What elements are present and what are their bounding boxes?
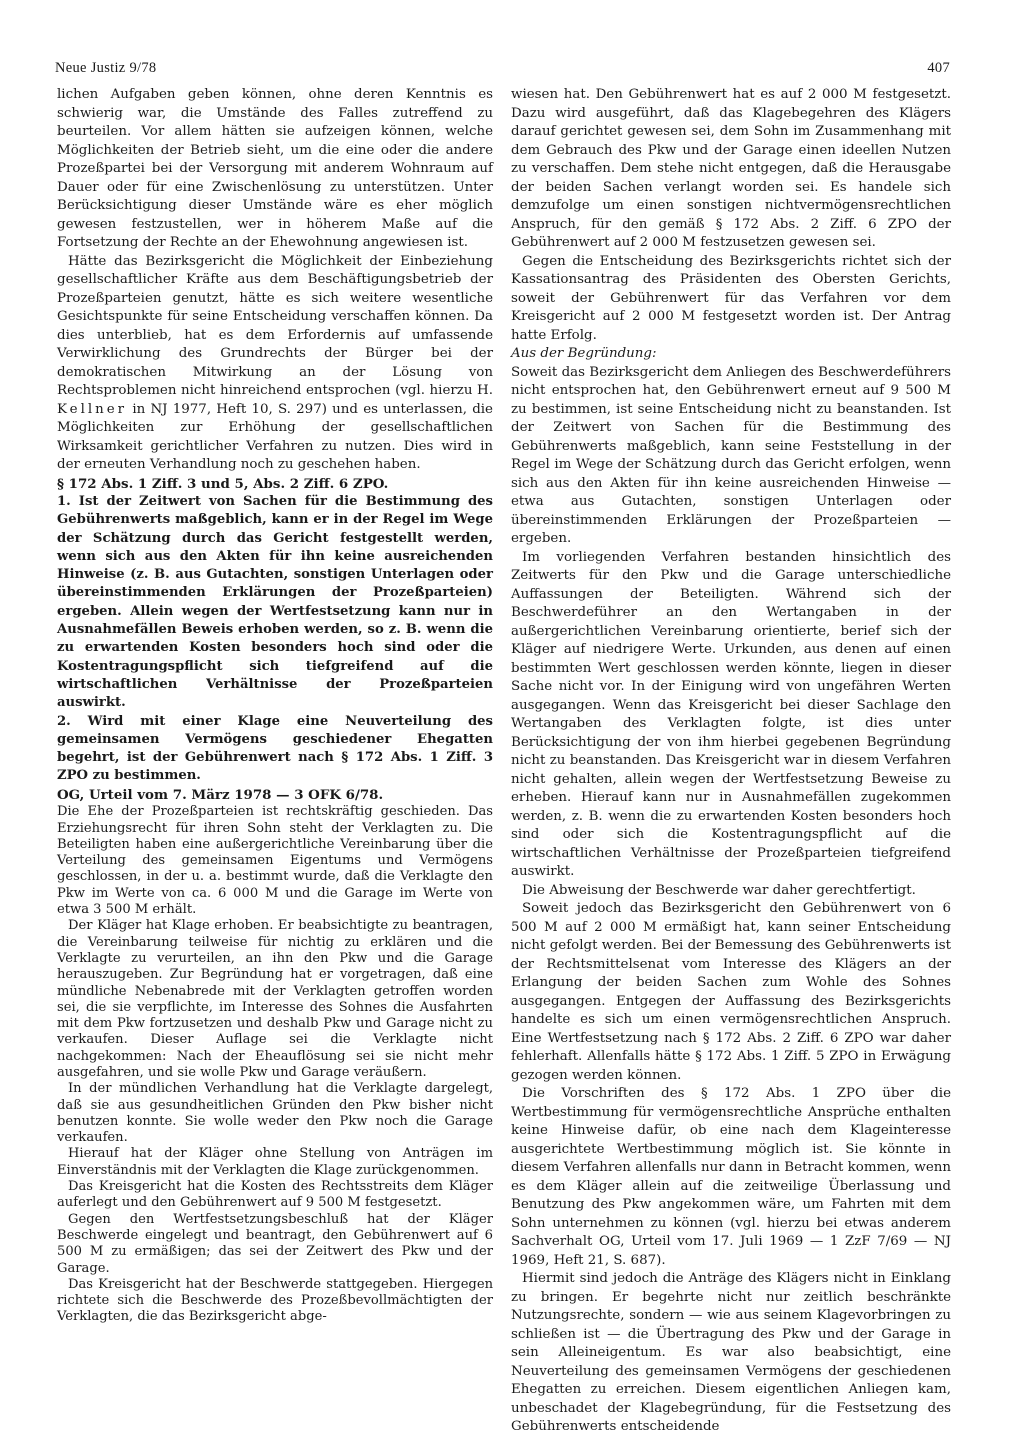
court-decision-line: OG, Urteil vom 7. März 1978 — 3 OFK 6/78.: [57, 786, 384, 803]
paragraph: Das Kreisgericht hat die Kosten des Rechtsstreits dem Kläger auferlegt und den Gebührenwert auf 9 500 M festgesetzt.: [57, 1179, 493, 1211]
page-header: [55, 60, 950, 80]
case-facts: [57, 804, 493, 1326]
paragraph: Der Kläger hat Klage erhoben. Er beabsichtigte zu beantragen, die Vereinbarung teilweise für nichtig zu erklären und die Verklagte zu verurteilen, an ihn den Pkw und die Garage herauszugeben. Zur Begründung hat er vorgetragen, daß eine mündliche Nebenabrede mit der Verklagten getroffen worden sei, die sie verpflichte, im Interesse des Sohnes die Ausfahrten mit dem Pkw fortzusetzen und deshalb Pkw und Garage nicht zu verkaufen. Dieser Auflage sei die Verklagte nicht nachgekommen: Nach der Eheauflösung sei sie nicht mehr ausgefahren, und sie wolle Pkw und Garage veräußern.: [57, 918, 493, 1080]
left-column: [57, 86, 493, 1326]
journal-issue: Neue Justiz 9/78: [55, 60, 157, 76]
paragraph: Die Vorschriften des § 172 Abs. 1 ZPO über die Wertbestimmung für vermögensrechtliche Ansprüche enthalten keine Hinweise dafür, ob eine nach dem Klageinteresse ausgerichtete Wertbestimmung möglich ist. Sie könnte in diesem Verfahren allenfalls nur dann in Betracht kommen, wenn es dem Kläger allein auf die zeitweilige Überlassung und Benutzung des Pkw angekommen wäre, um Fahrten mit dem Sohn unternehmen zu können (vgl. hierzu bei etwas anderem Sachverhalt OG, Urteil vom 17. Juli 1969 — 1 ZzF 7/69 — NJ 1969, Heft 21, S. 687).: [511, 1086, 951, 1268]
paragraph: lichen Aufgaben geben können, ohne deren Kenntnis es schwierig war, die Umstände des Falles zutreffend zu beurteilen. Vor allem hätten sie aufzeigen können, welche Möglichkeiten der Betrieb sieht, um die eine oder die andere Prozeßpartei bei der Versorgung mit anderem Wohnraum auf Dauer oder für eine Zwischenlösung zu unterstützen. Unter Berücksichtigung dieser Umstände wäre es eher möglich gewesen festzustellen, wer in höherem Maße auf die Fortsetzung der Rechte an der Ehewohnung angewiesen ist.: [57, 87, 493, 250]
paragraph: Soweit das Bezirksgericht dem Anliegen des Beschwerdeführers nicht entsprochen hat, den Gebührenwert erneut auf 9 500 M zu bestimmen, ist seine Entscheidung nicht zu beanstanden. Ist der Zeitwert von Sachen für die Bestimmung des Gebührenwerts maßgeblich, kann seine Feststellung in der Regel im Wege der Schätzung durch das Gericht erfolgen, wenn sich aus den Akten für ihn keine ausreichenden Hinweise — etwa aus Gutachten, sonstigen Unterlagen oder übereinstimmenden Erklärungen der Prozeßparteien — ergeben.: [511, 364, 951, 546]
paragraph: Die Abweisung der Beschwerde war daher gerechtfertigt.: [522, 882, 916, 898]
author-name: Kellner: [57, 401, 128, 417]
page-number: 407: [927, 60, 950, 76]
paragraph: Hätte das Bezirksgericht die Möglichkeit der Einbeziehung gesellschaftlicher Kräfte aus dem Beschäftigungsbetrieb der Prozeßparteien genutzt, hätte es sich weitere wesentliche Gesichtspunkte für seine Entscheidung verschaffen können. Da dies unterblieb, hat es dem Erfordernis auf umfassende Verwirklichung des Grundrechts der Bürger bei der demokratischen Mitwirkung an der Lösung von Rechtsproblemen nicht hinreichend entsprochen (vgl. hierzu H. Kellner in NJ 1977, Heft 10, S. 297) und es unterlassen, die Möglichkeiten zur Erhöhung der gesellschaftlichen Wirksamkeit gerichtlicher Verfahren zu nutzen. Dies wird in der erneuten Verhandlung noch zu geschehen haben.: [57, 253, 493, 472]
paragraph: Soweit jedoch das Bezirksgericht den Gebührenwert von 6 500 M auf 2 000 M ermäßigt hat, kann seiner Entscheidung nicht gefolgt werden. Bei der Bemessung des Gebührenwerts ist der Rechtsmittelsenat vom Interesse des Klägers an der Erlangung der beiden Sachen zum Wohle des Sohnes ausgegangen. Entgegen der Auffassung des Bezirksgerichts handelte es sich um einen vermögensrechtlichen Anspruch. Eine Wertfestsetzung nach § 172 Abs. 2 Ziff. 6 ZPO war daher fehlerhaft. Allenfalls hätte § 172 Abs. 1 Ziff. 5 ZPO in Erwägung gezogen werden können.: [511, 901, 951, 1083]
section-heading: Aus der Begründung:: [511, 346, 657, 361]
headnote-1: 1. Ist der Zeitwert von Sachen für die Bestimmung des Gebührenwerts maßgeblich, kann er in der Regel im Wege der Schätzung durch das Gericht festgestellt werden, wenn sich aus den Akten für ihn keine ausreichenden Hinweise (z. B. aus Gutachten, sonstigen Unterlagen oder übereinstimmenden Erklärungen der Prozeßparteien) ergeben. Allein wegen der Wertfestsetzung kann nur in Ausnahmefällen Beweis erhoben werden, so z. B. wenn die zu erwartenden Kosten besonders hoch sind oder die Kostentragungspflicht sich tiefgreifend auf die wirtschaftlichen Verhältnisse der Prozeßparteien auswirkt.: [57, 494, 493, 711]
paragraph: Hierauf hat der Kläger ohne Stellung von Anträgen im Einverständnis mit der Verklagten die Klage zurückgenommen.: [57, 1146, 493, 1178]
paragraph: Gegen die Entscheidung des Bezirksgerichts richtet sich der Kassationsantrag des Präsidenten des Obersten Gerichts, soweit der Gebührenwert für das Verfahren vor dem Kreisgericht auf 2 000 M festgesetzt worden ist. Der Antrag hatte Erfolg.: [511, 253, 951, 343]
paragraph: Im vorliegenden Verfahren bestanden hinsichtlich des Zeitwerts für den Pkw und die Garage unterschiedliche Auffassungen der Beteiligten. Während sich der Beschwerdeführer an den Wertangaben in der außergerichtlichen Vereinbarung orientierte, berief sich der Kläger auf niedrigere Werte. Urkunden, aus denen auf einen bestimmten Wert geschlossen werden könnte, liegen in dieser Sache nicht vor. In der Einigung wird von ungefähren Werten ausgegangen. Wenn das Kreisgericht bei dieser Sachlage den Wertangaben des Verklagten folgte, ist dies unter Berücksichtigung der von ihm hierbei gegebenen Begründung nicht zu beanstanden. Das Kreisgericht war in diesem Verfahren nicht gehalten, allein wegen der Wertfestsetzung Beweise zu erheben. Hierauf kann nur in Ausnahmefällen zugekommen werden, z. B. wenn die zu erwartenden Kosten besonders hoch sind oder sich die Kostentragungspflicht auf die wirtschaftlichen Verhältnisse der Prozeßparteien tiefgreifend auswirkt.: [511, 549, 951, 879]
paragraph: Hiermit sind jedoch die Anträge des Klägers nicht in Einklang zu bringen. Er begehrte nicht nur zeitlich beschränkte Nutzungsrechte, sondern — wie aus seinem Klagevorbringen zu schließen ist — die Übertragung des Pkw und der Garage in sein Alleineigentum. Es war also beabsichtigt, eine Neuverteilung des gemeinsamen Vermögens der geschiedenen Ehegatten zu erreichen. Diesem eigentlichen Anliegen kam, unbeschadet der Klagebegründung, für die Festsetzung des Gebührenwerts entscheidende: [511, 1271, 951, 1434]
statute-reference: § 172 Abs. 1 Ziff. 3 und 5, Abs. 2 Ziff. 6 ZPO.: [57, 475, 389, 492]
paragraph: Das Kreisgericht hat der Beschwerde stattgegeben. Hiergegen richtete sich die Beschwerde des Prozeßbevollmächtigten der Verklagten, die das Bezirksgericht abge-: [57, 1276, 493, 1325]
right-column: [511, 86, 951, 1437]
paragraph: Gegen den Wertfestsetzungsbeschluß hat der Kläger Beschwerde eingelegt und beantragt, den Gebührenwert auf 6 500 M zu ermäßigen; das sei der Zeitwert des Pkw und der Garage.: [57, 1211, 493, 1276]
paragraph: In der mündlichen Verhandlung hat die Verklagte dargelegt, daß sie aus gesundheitlichen Gründen den Pkw bisher nicht benutzen konnte. Sie wolle weder den Pkw noch die Garage verkaufen.: [57, 1081, 493, 1146]
paragraph: Die Ehe der Prozeßparteien ist rechtskräftig geschieden. Das Erziehungsrecht für ihren Sohn steht der Verklagten zu. Die Beteiligten haben eine außergerichtliche Vereinbarung über die Verteilung des gemeinsamen Eigentums und Vermögens geschlossen, in der u. a. bestimmt wurde, daß die Verklagte den Pkw im Werte von ca. 6 000 M und die Garage im Werte von etwa 3 500 M erhält.: [57, 804, 493, 918]
paragraph: wiesen hat. Den Gebührenwert hat es auf 2 000 M festgesetzt. Dazu wird ausgeführt, daß das Klagebegehren des Klägers darauf gerichtet gewesen sei, dem Sohn im Zusammenhang mit dem Gebrauch des Pkw und der Garage einen ideellen Nutzen zu verschaffen. Dem stehe nicht entgegen, daß die Herausgabe der beiden Sachen verlangt worden sei. Es handele sich demzufolge um einen sonstigen nichtvermögensrechtlichen Anspruch, für den gemäß § 172 Abs. 2 Ziff. 6 ZPO der Gebührenwert auf 2 000 M festzusetzen gewesen sei.: [511, 87, 951, 250]
headnotes: [57, 493, 493, 786]
headnote-2: 2. Wird mit einer Klage eine Neuverteilung des gemeinsamen Vermögens geschiedener Ehegatten begehrt, ist der Gebührenwert nach § 172 Abs. 1 Ziff. 3 ZPO zu bestimmen.: [57, 713, 493, 784]
